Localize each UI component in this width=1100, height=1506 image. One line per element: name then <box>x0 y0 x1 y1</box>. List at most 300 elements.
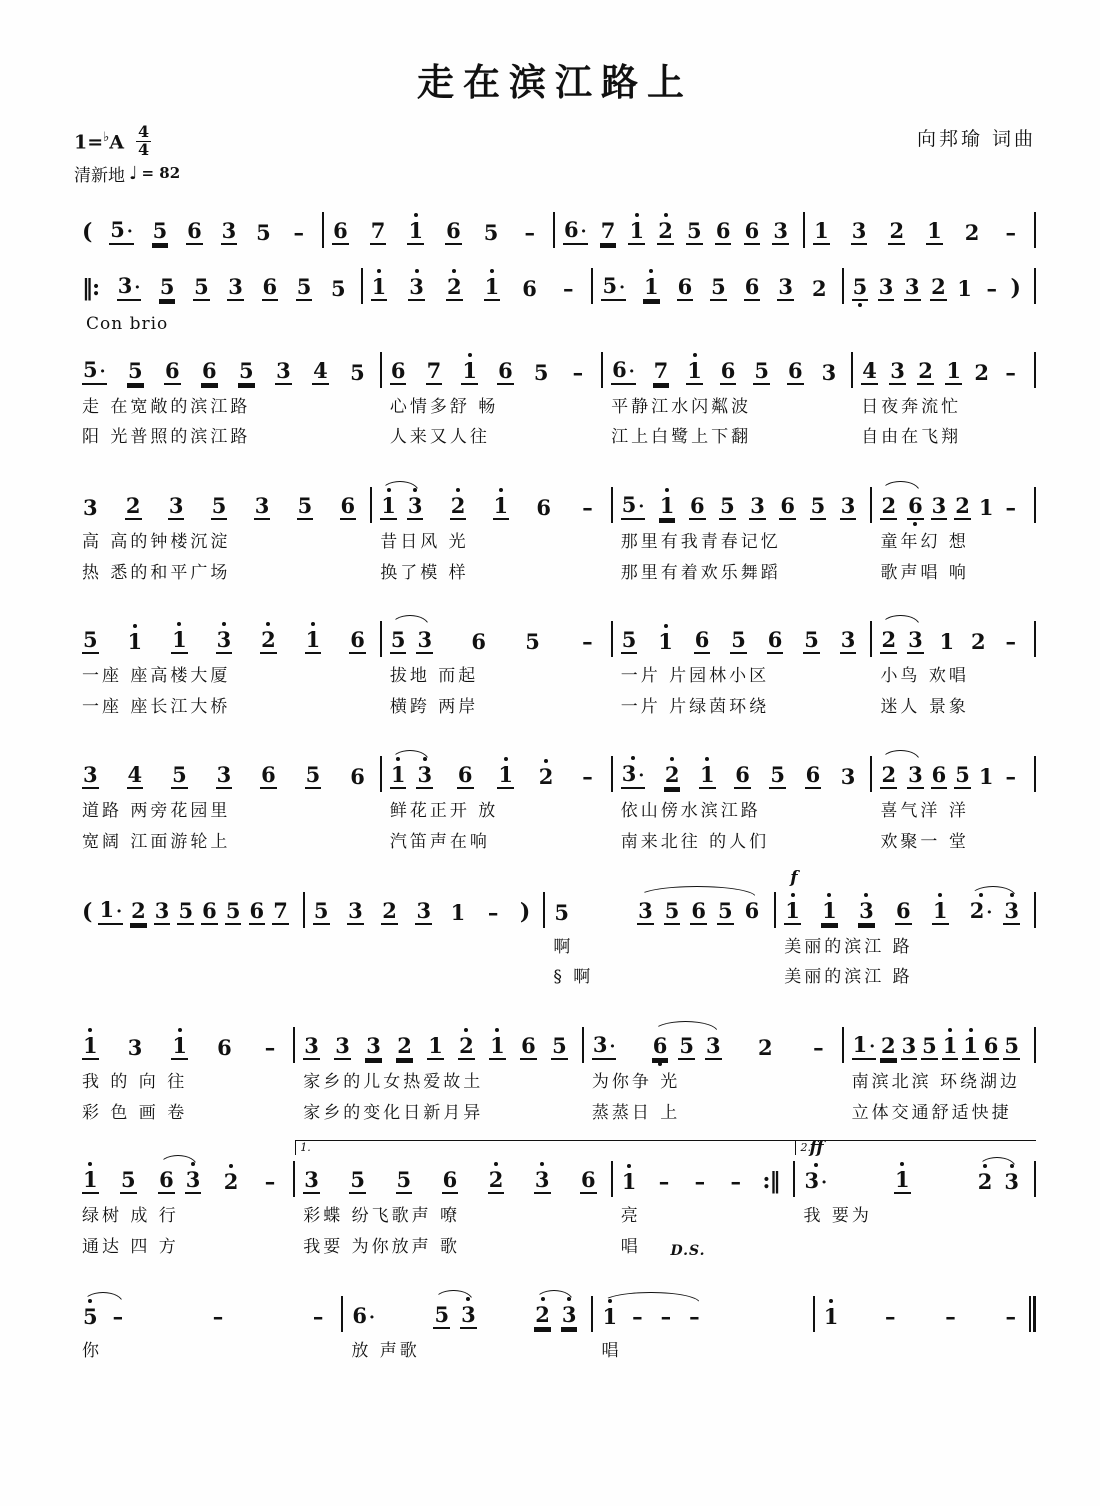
note: 6 <box>471 629 486 655</box>
note: 1 <box>305 627 321 653</box>
note: 5 <box>330 275 346 301</box>
note: 6 <box>735 762 750 788</box>
note: 1 <box>814 217 829 243</box>
barline-symbol: :‖ <box>762 1168 780 1195</box>
lyric-cell: 啊 <box>553 936 574 957</box>
lyric-row <box>74 825 1036 856</box>
slur-group <box>390 763 433 789</box>
lyric-row <box>74 659 1036 690</box>
note: 1 <box>659 492 675 518</box>
lyric-cell: 立体交通舒适快捷 <box>851 1102 1012 1123</box>
note: 1 <box>629 217 645 243</box>
note: 6 <box>767 627 783 653</box>
note: 2 <box>223 1169 239 1195</box>
notation-measure <box>305 880 546 930</box>
lyric-cell: § 啊 <box>553 967 594 988</box>
notation-measure <box>584 1015 844 1065</box>
note: 3 <box>859 897 874 923</box>
notation-measure <box>545 880 776 930</box>
note: 1 · <box>98 898 123 925</box>
notation-measure <box>74 1150 295 1199</box>
dash-rest: – <box>1005 494 1016 520</box>
lyric-cell: 唱 <box>601 1340 622 1361</box>
note: 3 <box>706 1033 721 1058</box>
slur-group <box>880 494 923 520</box>
note: 6 <box>340 492 356 518</box>
note: 3 <box>417 627 433 653</box>
note: 3 <box>904 273 920 299</box>
tempo-marking <box>74 161 1036 186</box>
note: 5 <box>225 897 241 923</box>
note: 6 · <box>611 358 636 385</box>
lyric-row <box>74 1065 1036 1096</box>
notation-measure <box>872 610 1036 659</box>
note: 5 <box>687 217 702 243</box>
note: 3 <box>83 762 98 788</box>
note: 5 <box>754 357 769 383</box>
lyric-cell <box>795 1230 1036 1261</box>
note: 3 <box>840 627 856 653</box>
note: 1 <box>643 273 659 299</box>
note: 6 <box>908 492 923 518</box>
note: 4 <box>313 357 328 383</box>
lyric-row <box>74 794 1036 825</box>
notation-measure <box>613 610 873 659</box>
note: 5 <box>731 627 746 653</box>
note: 5 <box>955 762 970 788</box>
meta-row <box>74 124 1036 159</box>
note: 5 <box>852 273 868 299</box>
lyric-cell: 那里有我青春记忆 <box>620 531 781 552</box>
note: 5 <box>552 1033 567 1058</box>
lyric-cell <box>815 1334 1036 1365</box>
notation-measure <box>74 1285 343 1334</box>
note: 2 <box>977 1169 993 1195</box>
note: 1 <box>658 629 673 655</box>
note: 5 <box>679 1033 695 1058</box>
note: 2 <box>538 764 554 790</box>
note: 6 <box>261 762 276 788</box>
note: 1 <box>83 1167 98 1193</box>
lyric-row <box>74 690 1036 721</box>
note: 1 <box>823 1303 839 1329</box>
note: 6 <box>390 357 406 383</box>
note: 6 <box>164 357 180 383</box>
notation-measure <box>382 744 613 794</box>
lyric-cell <box>74 960 305 991</box>
note: 3 <box>83 494 98 520</box>
systems-container <box>74 200 1036 1365</box>
note: 6 <box>787 357 803 383</box>
lyric-cell <box>305 930 546 961</box>
note: 6 <box>780 492 796 518</box>
note: 2 <box>881 762 897 788</box>
dash-rest: – <box>264 1169 276 1195</box>
note: 5 <box>239 357 254 383</box>
flat-sign: ♭ <box>103 129 110 145</box>
note: 5 <box>172 762 187 788</box>
lyric-cell: 放 声歌 <box>351 1340 420 1361</box>
slur-group <box>601 1305 703 1329</box>
notation-measure <box>343 1285 593 1334</box>
note: 1 · <box>852 1033 877 1060</box>
note: 1 <box>172 627 187 653</box>
system <box>74 256 1036 334</box>
lyric-cell: 宽阔 江面游轮上 <box>82 832 231 853</box>
lyric-cell: 小鸟 欢唱 <box>880 666 969 687</box>
note: 5 <box>83 627 98 653</box>
note: 6 <box>652 1033 668 1058</box>
note: 1 <box>390 762 406 788</box>
barline-symbol: ‖: <box>82 274 100 301</box>
note: 1 <box>939 629 955 655</box>
note: 6 <box>457 762 473 788</box>
slur-group <box>652 1034 722 1060</box>
notation-row <box>74 1138 1036 1199</box>
dynamic-marking: f <box>790 867 798 888</box>
expression-marking: Con brio <box>86 313 169 334</box>
lyric-cell: 高 高的钟楼沉淀 <box>82 531 231 552</box>
notation-measure <box>613 1150 796 1199</box>
note: 3 <box>534 1167 550 1193</box>
note: 6 <box>217 1035 232 1060</box>
notation-measure <box>74 744 382 794</box>
notation-measure <box>74 880 305 930</box>
lyric-row <box>74 556 1036 587</box>
key-text: 1=♭A <box>74 129 125 153</box>
notation-row <box>74 256 1036 306</box>
note: 2 <box>881 1033 896 1058</box>
note: 7 <box>370 217 386 243</box>
system <box>74 475 1036 586</box>
note: 5 <box>664 897 680 923</box>
lyric-cell: 喜气洋 洋 <box>880 801 969 822</box>
ending-bracket <box>613 1140 796 1155</box>
dash-rest: – <box>264 1035 276 1060</box>
note: 5 · <box>601 274 626 301</box>
lyric-cell: 一座 座长江大桥 <box>82 696 231 717</box>
dash-rest: – <box>582 494 593 520</box>
note: 5 <box>525 629 540 655</box>
lyric-cell: 我 的 向 往 <box>82 1072 188 1092</box>
note: 6 <box>694 627 710 653</box>
dash-rest: – <box>562 275 574 301</box>
dash-rest: – <box>694 1169 706 1195</box>
lyric-cell: 一座 座高楼大厦 <box>82 666 231 687</box>
lyric-cell: 迷人 景象 <box>880 696 969 717</box>
notation-measure <box>555 200 805 250</box>
note: 3 <box>185 1167 201 1193</box>
note: 7 <box>600 217 616 243</box>
note: 6 <box>333 217 348 243</box>
lyric-row <box>74 525 1036 556</box>
note: 5 <box>533 359 549 385</box>
note: 6 <box>715 217 731 243</box>
notation-measure <box>844 256 1036 306</box>
note: 5 <box>83 1303 98 1329</box>
notation-measure <box>382 340 603 390</box>
song-title: 走在滨江路上 <box>417 60 693 104</box>
notation-row <box>74 1015 1036 1065</box>
dash-rest: – <box>689 1303 700 1329</box>
dash-rest: – <box>632 1303 643 1329</box>
notation-measure <box>295 1015 584 1065</box>
notation-measure <box>613 744 873 794</box>
note: 5 <box>152 217 168 243</box>
note: 3 <box>216 627 232 653</box>
note: 3 <box>461 1301 476 1327</box>
note: 5 <box>483 219 499 245</box>
system <box>74 1015 1036 1126</box>
note: 2 <box>918 357 933 383</box>
lyric-cell: 彩蝶 纷飞歌声 嘹 <box>303 1206 461 1227</box>
note: 2 <box>881 492 897 518</box>
lyric-cell: 童年幻 想 <box>880 531 969 552</box>
barline-symbol: ( <box>82 218 92 245</box>
note: 3 <box>890 357 905 383</box>
note: 3 · <box>117 274 142 301</box>
dash-rest: – <box>885 1303 896 1329</box>
note: 2 <box>446 273 462 299</box>
lyric-cell: 蒸蒸日 上 <box>591 1102 681 1123</box>
notation-row <box>74 744 1036 794</box>
note: 1 <box>498 762 513 788</box>
dash-rest: – <box>582 764 593 790</box>
lyric-cell: 家乡的儿女热爱故土 <box>303 1072 484 1092</box>
lyric-cell: 唱 <box>620 1236 641 1257</box>
dash-rest: – <box>1005 629 1016 655</box>
note: 1 <box>927 217 942 243</box>
note: 1 <box>946 357 961 383</box>
note: 3 <box>1004 1169 1019 1195</box>
note: 2 <box>758 1035 773 1060</box>
note: 3 <box>348 897 363 923</box>
lyric-cell: 拔地 而起 <box>389 666 479 687</box>
note: 6 <box>442 1167 458 1193</box>
dash-rest: – <box>813 1035 824 1060</box>
note: 3 <box>878 273 894 299</box>
note: 2 <box>488 1167 504 1193</box>
dash-rest: – <box>730 1169 741 1195</box>
lyric-cell: 我要 为你放声 歌 <box>303 1236 461 1257</box>
notation-measure <box>593 256 843 306</box>
notation-row <box>74 610 1036 659</box>
dash-rest: – <box>1005 1303 1016 1329</box>
slur-group <box>880 763 923 789</box>
slur-group <box>637 899 760 925</box>
lyric-cell: 美丽的滨江 路 <box>784 936 913 957</box>
note: 2 <box>811 275 827 301</box>
notation-measure <box>74 475 372 525</box>
note: 2 <box>658 217 673 243</box>
note: 6 <box>522 275 537 301</box>
note: 2 <box>125 492 141 518</box>
barline-symbol: ) <box>1010 274 1020 301</box>
note: 6 <box>159 1167 174 1193</box>
note: 5 <box>256 219 271 245</box>
note: 3 <box>840 764 856 790</box>
note: 3 · <box>804 1168 828 1194</box>
dash-rest: – <box>293 219 305 245</box>
dash-rest: – <box>524 219 535 245</box>
note: 1 <box>978 494 994 520</box>
note: 2 <box>664 762 680 788</box>
lyric-cell: 日夜奔流忙 <box>861 396 962 417</box>
note: 1 <box>978 764 994 790</box>
lyric-row <box>74 960 1036 991</box>
note: 2 <box>459 1033 474 1058</box>
ending-bracket: 1. <box>295 1140 612 1155</box>
note: 4 <box>862 357 877 383</box>
notation-measure <box>815 1285 1036 1334</box>
dash-rest: – <box>945 1303 956 1329</box>
lyric-cell: 彩 色 画 卷 <box>82 1102 188 1123</box>
note: 3 · <box>592 1033 617 1060</box>
system <box>74 340 1036 451</box>
notation-measure <box>805 200 1036 250</box>
note: 3 <box>638 897 653 923</box>
note: 5 <box>720 492 735 518</box>
slur-group <box>380 494 423 520</box>
note: 7 <box>426 357 442 383</box>
note: 6 <box>498 357 513 383</box>
lyric-cell: 热 悉的和平广场 <box>82 562 231 583</box>
slur-group <box>534 1303 577 1329</box>
note: 1 <box>408 217 424 243</box>
note: 2 <box>535 1301 550 1327</box>
lyric-cell: 换了模 样 <box>380 562 469 583</box>
notation-measure <box>844 1015 1036 1065</box>
note: 1 <box>621 1169 637 1195</box>
note: 1 <box>822 897 837 923</box>
note: 3 <box>127 1035 143 1060</box>
note: 5 <box>621 627 637 653</box>
barline-symbol: ( <box>82 898 92 925</box>
lyric-cell: 一片 片园林小区 <box>620 666 770 687</box>
note: 3 <box>778 273 793 299</box>
slur-group <box>82 1305 127 1329</box>
lyric-cell: 美丽的滨江 路 <box>784 967 913 988</box>
note: 1 <box>493 492 509 518</box>
lyric-cell: 平静江水闪粼波 <box>611 396 752 417</box>
note: 1 <box>127 629 143 655</box>
system <box>74 867 1036 991</box>
slur-group <box>158 1168 201 1194</box>
note: 6 <box>350 764 365 790</box>
note: 1 <box>785 897 800 923</box>
note: 3 <box>304 1033 319 1058</box>
note: 5 <box>554 899 569 925</box>
note: 6 <box>983 1033 999 1058</box>
lyric-cell: 鲜花正开 放 <box>389 801 499 822</box>
dash-rest: – <box>1005 219 1016 245</box>
notation-measure <box>324 200 555 250</box>
note: 2 <box>397 1033 412 1058</box>
composer-credit: 向邦瑜 词曲 <box>916 128 1036 150</box>
notation-measure <box>872 744 1036 794</box>
note: 5 <box>178 897 194 923</box>
note: 1 <box>602 1303 618 1329</box>
note: 2 <box>971 629 986 655</box>
notation-measure <box>382 610 613 659</box>
note: 1 <box>462 357 477 383</box>
lyric-cell: 汽笛声在响 <box>389 832 490 853</box>
notation-measure <box>795 1138 1036 1199</box>
note: 6 <box>677 273 693 299</box>
note: 7 <box>273 897 288 923</box>
notation-row <box>74 1285 1036 1334</box>
note: 3 <box>168 492 184 518</box>
time-signature-numerator: 4 <box>138 122 150 141</box>
note: 5 <box>127 357 143 383</box>
note: 1 <box>687 357 702 383</box>
dash-rest: – <box>572 359 584 385</box>
note: 3 <box>335 1033 350 1058</box>
note: 6 <box>744 273 760 299</box>
note: 1 <box>895 1167 910 1193</box>
lyric-cell: 一片 片绿茵环绕 <box>620 696 770 717</box>
note: 5 <box>296 273 312 299</box>
note: 6 <box>744 217 760 243</box>
note: 3 <box>750 492 765 518</box>
dash-rest: – <box>660 1303 672 1329</box>
note: 2 <box>881 627 897 653</box>
note: 1 <box>700 762 715 788</box>
note: 6 <box>262 273 278 299</box>
note: 3 <box>407 492 423 518</box>
note: 3 <box>908 627 923 653</box>
note: 5 <box>121 1167 136 1193</box>
dash-rest: – <box>312 1303 324 1329</box>
note: 6 <box>350 627 365 653</box>
dash-rest: – <box>658 1169 670 1195</box>
note: 7 <box>653 357 669 383</box>
note: 3 <box>416 897 432 923</box>
note: 1 <box>963 1033 978 1058</box>
note: 6 <box>720 357 736 383</box>
note: 3 <box>931 492 947 518</box>
note: 5 <box>159 273 175 299</box>
note: 3 <box>561 1301 577 1327</box>
slur-group <box>880 628 923 654</box>
time-signature <box>136 124 151 159</box>
notation-measure <box>74 610 382 659</box>
note: 5 <box>718 897 733 923</box>
note: 6 <box>744 897 760 923</box>
slur-group <box>390 628 433 654</box>
dash-rest: – <box>582 629 593 655</box>
lyric-cell: 昔日风 光 <box>380 531 469 552</box>
note: 2 <box>955 492 970 518</box>
note: 6 <box>249 897 265 923</box>
note: 6 · <box>563 218 588 245</box>
note: 2 <box>261 627 276 653</box>
lyric-cell: 人来又人往 <box>389 427 490 448</box>
note: 1 <box>381 492 396 518</box>
lyric-cell: 心情多舒 畅 <box>389 396 499 417</box>
notation-row <box>74 867 1036 930</box>
note: 6 <box>536 494 551 520</box>
lyric-row <box>74 420 1036 451</box>
lyric-cell <box>74 930 305 961</box>
note: 5 <box>313 897 329 923</box>
note: 6 <box>805 762 821 788</box>
lyric-cell: 道路 两旁花园里 <box>82 801 231 822</box>
lyric-cell: 欢聚一 堂 <box>880 832 969 853</box>
note: 6 <box>202 897 217 923</box>
note: 6 <box>446 217 461 243</box>
note: 3 <box>908 762 923 788</box>
